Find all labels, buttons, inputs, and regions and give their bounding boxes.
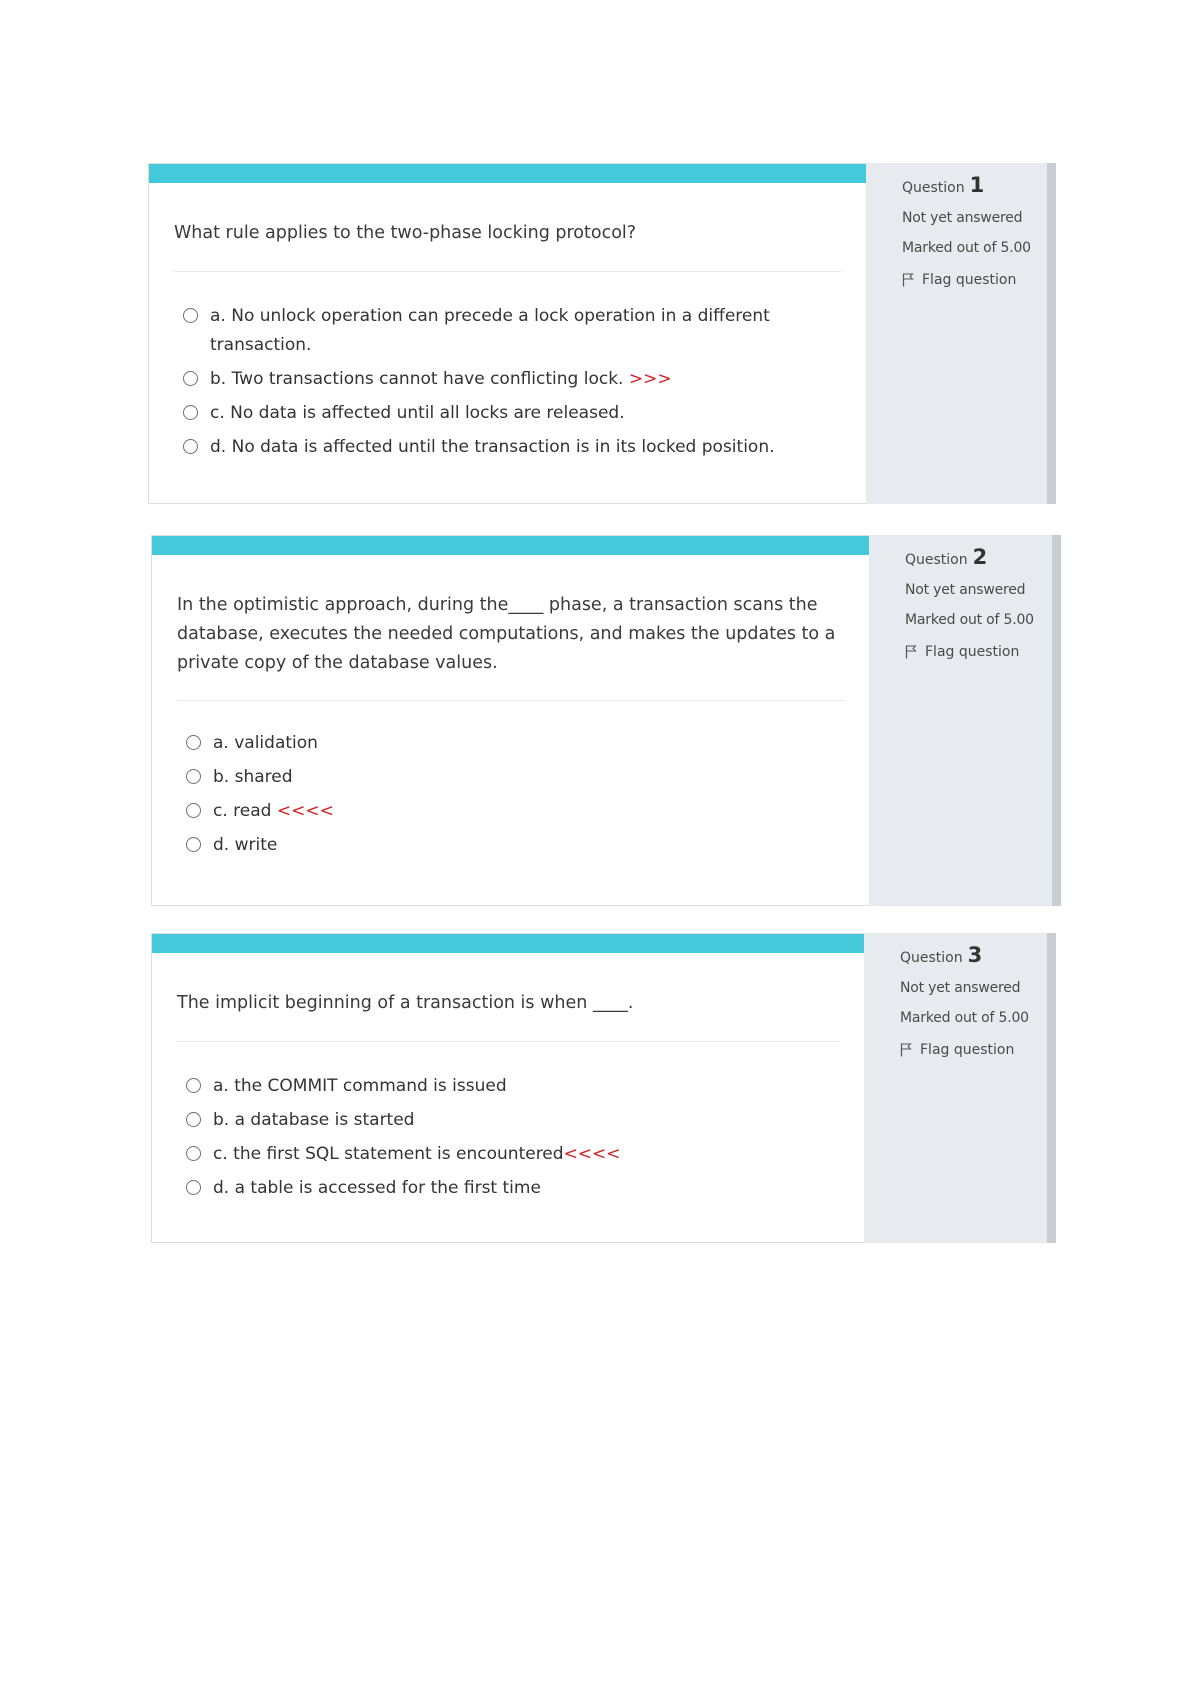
question-label: Question [905, 552, 968, 568]
question-status: Not yet answered [900, 980, 1021, 996]
radio-button[interactable] [183, 371, 198, 386]
question-marks: Marked out of 5.00 [900, 1010, 1029, 1026]
question-card-1 [148, 163, 1056, 504]
answer-text: b. a database is started [213, 1110, 415, 1130]
question-text: What rule applies to the two-phase locking protocol? [174, 223, 637, 243]
question-card-2 [151, 535, 1061, 906]
answer-text: d. write [213, 835, 278, 855]
question-number: 3 [967, 943, 983, 967]
answer-list [152, 1042, 864, 1203]
question-number: 2 [972, 545, 988, 569]
question-info-panel [869, 535, 1061, 906]
flag-label: Flag question [925, 644, 1020, 660]
question-content [148, 163, 866, 504]
answer-text: a. validation [213, 733, 318, 753]
answer-text: b. shared [213, 767, 293, 787]
question-card-3 [151, 933, 1056, 1243]
question-number-label [900, 943, 1047, 967]
answer-option-b[interactable] [186, 1106, 864, 1135]
question-status: Not yet answered [905, 582, 1026, 598]
question-number: 1 [969, 173, 985, 197]
flag-icon [905, 645, 917, 659]
answer-text: c. read [213, 801, 272, 821]
answer-marker: <<<< [563, 1144, 621, 1164]
answer-text: d. a table is accessed for the first time [213, 1178, 541, 1198]
answer-option-a[interactable] [186, 1072, 864, 1101]
radio-button[interactable] [186, 1112, 201, 1127]
flag-question-link[interactable] [902, 272, 1047, 288]
answer-text: b. Two transactions cannot have conflicting lock. [210, 369, 624, 389]
question-status: Not yet answered [902, 210, 1023, 226]
flag-label: Flag question [920, 1042, 1015, 1058]
answer-text: a. No unlock operation can precede a lock operation in a different transaction. [210, 306, 770, 355]
answer-option-c[interactable] [186, 1140, 864, 1169]
question-label: Question [900, 950, 963, 966]
radio-button[interactable] [186, 803, 201, 818]
question-label: Question [902, 180, 965, 196]
question-accent-bar [152, 934, 864, 953]
answer-text: a. the COMMIT command is issued [213, 1076, 507, 1096]
question-marks: Marked out of 5.00 [905, 612, 1034, 628]
answer-option-b[interactable] [183, 365, 866, 394]
question-content [151, 535, 869, 906]
answer-text: d. No data is affected until the transaction is in its locked position. [210, 437, 775, 457]
radio-button[interactable] [183, 439, 198, 454]
radio-button[interactable] [186, 1146, 201, 1161]
radio-button[interactable] [186, 735, 201, 750]
question-number-label [902, 173, 1047, 197]
answer-option-d[interactable] [186, 831, 869, 860]
radio-button[interactable] [186, 1078, 201, 1093]
flag-question-link[interactable] [905, 644, 1052, 660]
flag-question-link[interactable] [900, 1042, 1047, 1058]
flag-icon [902, 273, 914, 287]
radio-button[interactable] [186, 769, 201, 784]
question-accent-bar [152, 536, 869, 555]
answer-option-b[interactable] [186, 763, 869, 792]
answer-text: c. No data is affected until all locks are released. [210, 403, 625, 423]
question-content [151, 933, 864, 1243]
answer-option-a[interactable] [186, 729, 869, 758]
radio-button[interactable] [186, 1180, 201, 1195]
answer-option-d[interactable] [186, 1174, 864, 1203]
radio-button[interactable] [183, 308, 198, 323]
question-info-panel [864, 933, 1056, 1243]
answer-text: c. the first SQL statement is encountered [213, 1144, 564, 1164]
flag-icon [900, 1043, 912, 1057]
question-info-panel [866, 163, 1056, 504]
question-accent-bar [149, 164, 866, 183]
question-number-label [905, 545, 1052, 569]
question-text: In the optimistic approach, during the____ phase, a transaction scans the database, executes the needed computations, and makes the updates to a private copy of the database values. [177, 595, 836, 673]
answer-list [149, 272, 866, 462]
answer-option-a[interactable] [183, 302, 866, 360]
radio-button[interactable] [183, 405, 198, 420]
answer-option-c[interactable] [183, 399, 866, 428]
flag-label: Flag question [922, 272, 1017, 288]
answer-marker: <<<< [271, 801, 334, 821]
question-marks: Marked out of 5.00 [902, 240, 1031, 256]
radio-button[interactable] [186, 837, 201, 852]
question-text: The implicit beginning of a transaction is when ____. [177, 993, 634, 1013]
answer-list [152, 701, 869, 860]
answer-option-d[interactable] [183, 433, 866, 462]
answer-option-c[interactable] [186, 797, 869, 826]
answer-marker: >>> [623, 369, 672, 389]
